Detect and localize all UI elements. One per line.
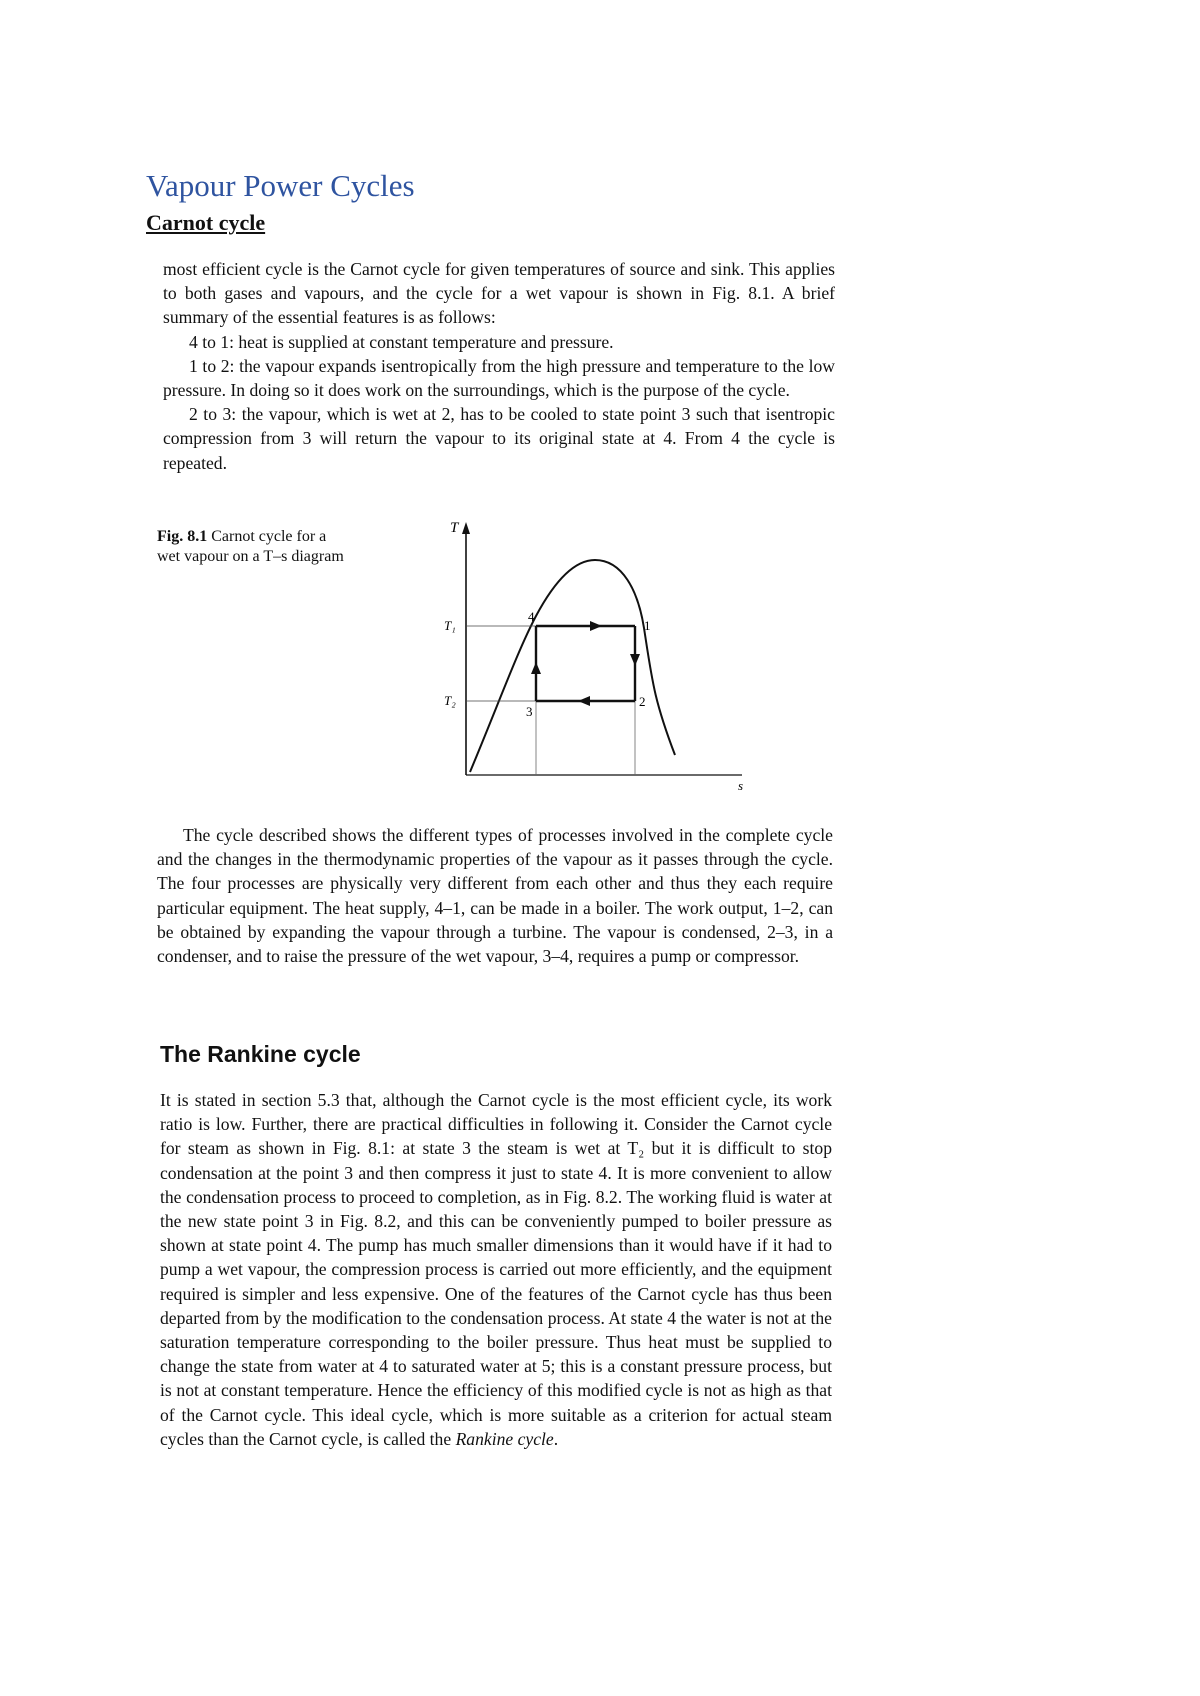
- discussion-section: [157, 823, 833, 968]
- ts-diagram: [440, 520, 770, 800]
- rankine-term: Rankine cycle: [455, 1428, 554, 1449]
- arrow-3-4: [531, 662, 541, 674]
- intro-paragraph: most efficient cycle is the Carnot cycle for given temperatures of source and sink. This applies to both gases and vapours, and the cycle for a wet vapour is shown in Fig. 8.1. A brief summary of the essential features is as follows:: [163, 259, 835, 328]
- rankine-heading: The Rankine cycle: [160, 1041, 361, 1067]
- y-axis-arrow: [462, 522, 470, 534]
- point-label-2: 2: [639, 694, 646, 709]
- figure-caption-label: Fig. 8.1: [157, 528, 208, 545]
- section-subtitle: Carnot cycle: [146, 210, 266, 235]
- figure-caption-text: Carnot cycle for a wet vapour on a T–s diagram: [157, 528, 344, 565]
- process-2-3: 2 to 3: the vapour, which is wet at 2, has to be cooled to state point 3 such that isentropic compression from 3 will return the vapour to its original state at 4. From 4 the cycle is repeated.: [163, 404, 835, 473]
- process-1-2: 1 to 2: the vapour expands isentropically from the high pressure and temperature to the low pressure. In doing so it does work on the surroundings, which is the purpose of the cycle.: [163, 355, 835, 401]
- figure-caption: [157, 527, 347, 567]
- point-label-4: 4: [528, 609, 535, 624]
- point-label-1: 1: [644, 618, 651, 633]
- discussion-paragraph: The cycle described shows the different types of processes involved in the complete cycle and the changes in the thermodynamic properties of the vapour as it passes through the cycle. The four processes are physically very different from each other and thus they each require particular equipment. The heat supply, 4–1, can be made in a boiler. The work output, 1–2, can be obtained by expanding the vapour through a turbine. The vapour is condensed, 2–3, in a condenser, and to raise the pressure of the wet vapour, 3–4, requires a pump or compressor.: [157, 825, 833, 967]
- t1-label: T₁: [444, 618, 456, 633]
- axis-label-t: T: [450, 520, 459, 536]
- point-label-3: 3: [526, 704, 533, 719]
- arrow-4-1: [590, 621, 602, 631]
- saturation-dome: [470, 560, 675, 772]
- page-title: Vapour Power Cycles: [146, 168, 415, 203]
- rankine-section: [160, 1088, 832, 1451]
- axis-label-s: s: [738, 778, 744, 793]
- t2-label: T₂: [444, 693, 456, 708]
- arrow-2-3: [578, 696, 590, 706]
- process-4-1: 4 to 1: heat is supplied at constant temperature and pressure.: [189, 331, 614, 352]
- intro-section: [163, 257, 835, 475]
- rankine-paragraph: [160, 1088, 832, 1451]
- arrow-1-2: [630, 654, 640, 666]
- rankine-end: .: [553, 1428, 559, 1449]
- rankine-body: It is stated in section 5.3 that, although the Carnot cycle is the most efficient cycle, its work ratio is low. Further, there are practical difficulties in following it. Consider the Carnot cycle for steam as shown in Fig. 8.1: at state 3 the steam is wet at T₂ but it is difficult to stop condensation at the point 3 and then compress it just to state 4. It is more convenient to allow the condensation process to proceed to completion, as in Fig. 8.2. The working fluid is water at the new state point 3 in Fig. 8.2, and this can be conveniently pumped to boiler pressure as shown at state point 4. The pump has much smaller dimensions than it would have if it had to pump a wet vapour, the compression process is carried out more efficiently, and the equipment required is simpler and less expensive. One of the features of the Carnot cycle has thus been departed from by the modification to the condensation process. At state 4 the water is not at the saturation temperature corresponding to the boiler pressure. Thus heat must be supplied to change the state from water at 4 to saturated water at 5; this is a constant pressure process, but is not at constant temperature. Hence the efficiency of this modified cycle is not as high as that of the Carnot cycle. This ideal cycle, which is more suitable as a criterion for actual steam cycles than the Carnot cycle, is called the: [160, 1090, 832, 1449]
